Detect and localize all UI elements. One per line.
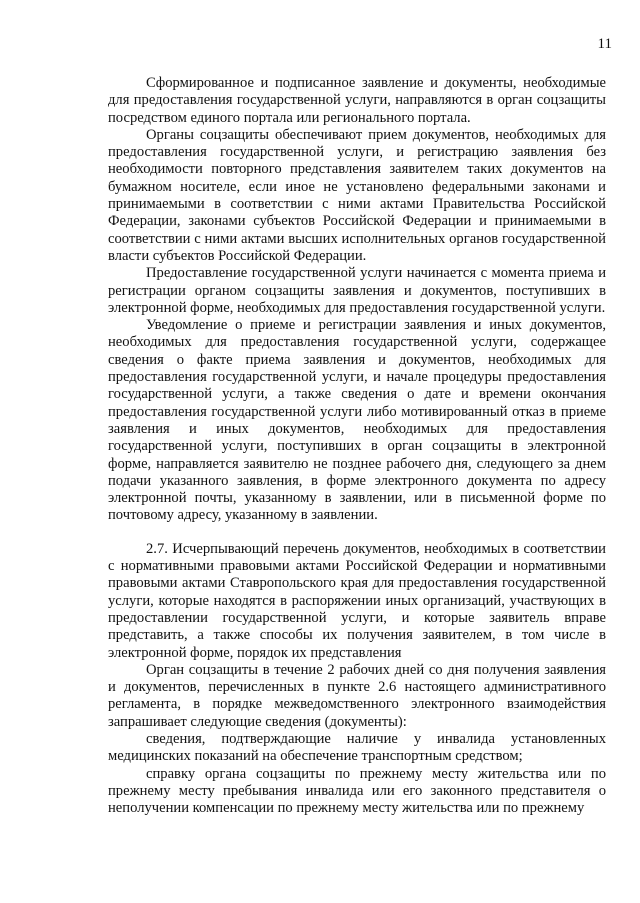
paragraph-document-acceptance: Органы соцзащиты обеспечивают прием документов, необходимых для предоставления государственной услуги, и регистрацию заявления без необходимости повторного представления заявителем таких документов на бумажном носителе, если иное не установлено федеральными законами и принимаемыми в соответствии с ними актами Правительства Российской Федерации, законами субъектов Российской Федерации и принимаемыми в соответствии с ними актами высших исполнительных органов государственной власти субъектов Российской Федерации. (108, 126, 606, 264)
paragraph-interagency-request: Орган соцзащиты в течение 2 рабочих дней со дня получения заявления и документов, перечисленных в пункте 2.6 настоящего административного регламента, в порядке межведомственного электронного взаимодействия запрашивает следующие сведения (документы): (108, 661, 606, 730)
page-number: 11 (597, 36, 612, 52)
paragraph-submission: Сформированное и подписанное заявление и документы, необходимые для предоставления государственной услуги, направляются в орган соцзащиты посредством единого портала или регионального портала. (108, 75, 606, 126)
section-2-7-heading: 2.7. Исчерпывающий перечень документов, необходимых в соответствии с нормативными правовыми актами Российской Федерации и нормативными правовыми актами Ставропольского края для предоставления государственной услуги, которые находятся в распоряжении иных организаций, участвующих в предоставлении государственной услуги, и которые заявитель вправе представить, а также способы их получения заявителем, в том числе в электронной форме, порядок их представления (108, 540, 606, 661)
paragraph-medical-indications: сведения, подтверждающие наличие у инвалида установленных медицинских показаний на обеспечение транспортным средством; (108, 730, 606, 765)
paragraph-previous-residence-certificate: справку органа соцзащиты по прежнему месту жительства или по прежнему месту пребывания инвалида или его законного представителя о неполучении компенсации по прежнему месту жительства или по прежнему (108, 765, 606, 817)
paragraph-notification: Уведомление о приеме и регистрации заявления и иных документов, необходимых для предоставления государственной услуги, содержащее сведения о факте приема заявления и документов, необходимых для предоставления государственной услуги, и начале процедуры предоставления государственной услуги, а также сведения о дате и времени окончания предоставления государственной услуги либо мотивированный отказ в приеме заявления и иных документов, необходимых для предоставления государственной услуги, поступивших в орган соцзащиты в электронной форме, направляется заявителю не позднее рабочего дня, следующего за днем подачи указанного заявления, в форме электронного документа по адресу электронной почты, указанному в заявлении, или в письменной форме по почтовому адресу, указанному в заявлении. (108, 317, 606, 524)
paragraph-service-start: Предоставление государственной услуги начинается с момента приема и регистрации органом соцзащиты заявления и документов, поступивших в электронной форме, необходимых для предоставления государственной услуги. (108, 265, 606, 316)
document-body (108, 75, 606, 817)
